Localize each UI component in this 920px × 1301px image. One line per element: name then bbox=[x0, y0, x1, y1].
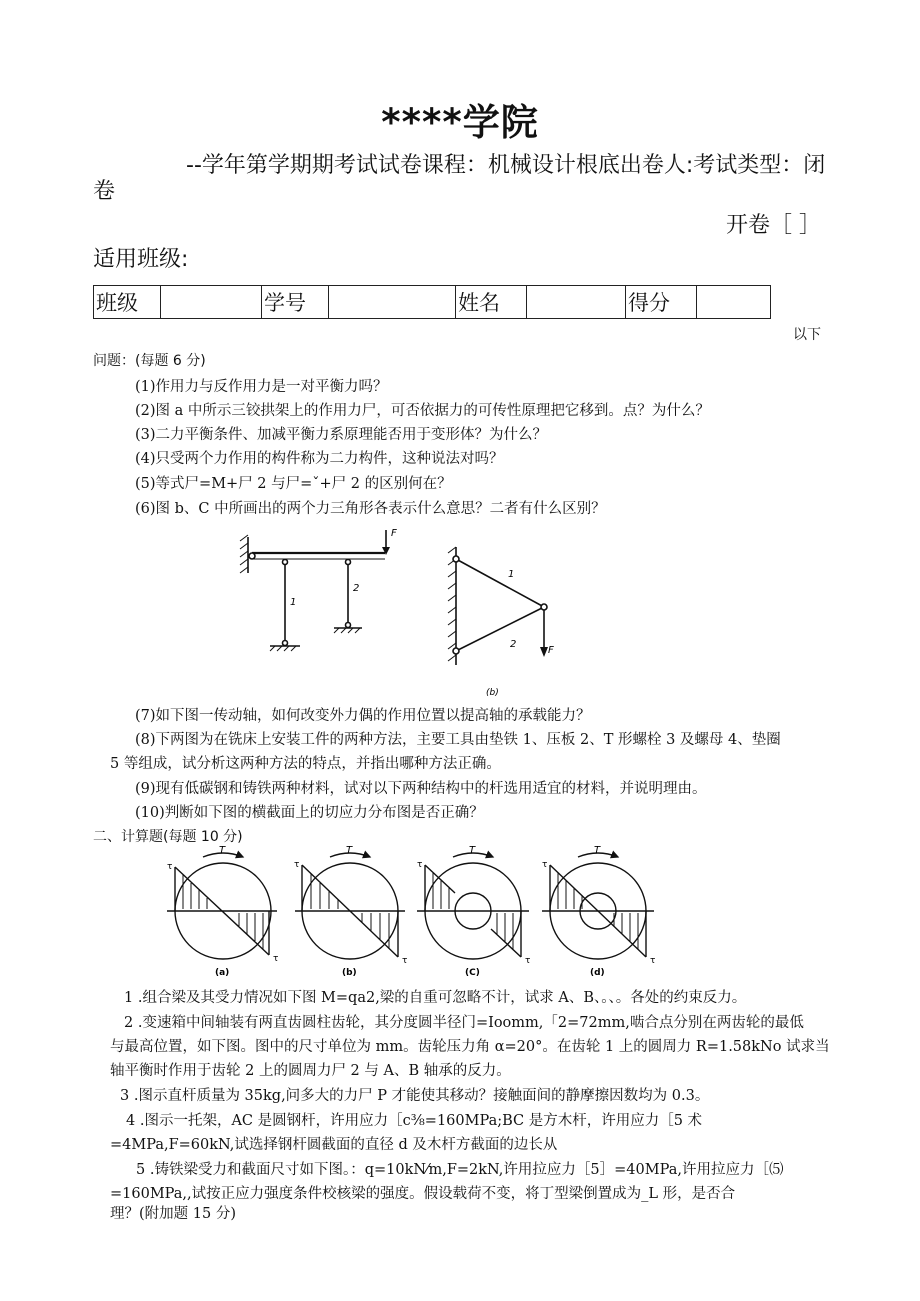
question-item: (7)如下图一传动轴，如何改变外力偶的作用位置以提高轴的承载能力？ bbox=[135, 708, 591, 724]
problem-line: 4 .图示一托架，AC 是圆钢杆，许用应力［c⅜=160MPa;BC 是方木杆，许用应力［5 术 bbox=[126, 1113, 703, 1129]
tau-label: τ bbox=[542, 860, 548, 870]
score-cell-value[interactable] bbox=[697, 286, 771, 319]
problem-line: 轴平衡时作用于齿轮 2 上的圆周力尸 2 与 A、B 轴承的反力。 bbox=[110, 1063, 511, 1079]
question-item: (8)下两图为在铣床上安装工件的两种方法，主要工具由垫铁 1、压板 2、T 形螺栓 3 及螺母 4、垫圈 bbox=[135, 732, 781, 748]
torque-label: T bbox=[469, 845, 476, 856]
tau-label: τ bbox=[294, 860, 300, 870]
exam-header-line: --学年第学期期考试试卷课程：机械设计根底出卷人:考试类型：闭 bbox=[186, 153, 826, 178]
tau-label: τ bbox=[650, 956, 656, 966]
question-item: 5 等组成，试分析这两种方法的特点，并指出哪种方法正确。 bbox=[110, 756, 501, 772]
exam-type-open: 开卷［ ］ bbox=[726, 213, 821, 238]
torque-label: T bbox=[219, 845, 226, 856]
question-item: (2)图 a 中所示三铰拱架上的作用力尸，可否依据力的可传性原理把它移到。点？为什么？ bbox=[135, 403, 710, 419]
problem-line: 5 .铸铁梁受力和截面尺寸如下图。：q=10kN⁄m,F=2kN,许用拉应力［5］=40MPa,许用拉应力［⑸ bbox=[136, 1162, 784, 1178]
problem-line: =160MPa,,试按正应力强度条件校核梁的强度。假设载荷不变，将丁型梁倒置成为_L 形，是否合 bbox=[110, 1186, 736, 1202]
id-cell-value[interactable] bbox=[329, 286, 456, 319]
problem-line: 理？(附加题 15 分) bbox=[110, 1206, 236, 1222]
tau-label: τ bbox=[525, 956, 531, 966]
student-info-table bbox=[93, 285, 771, 319]
problem-line: 3 .图示直杆质量为 35kg,问多大的力尸 P 才能使其移动？接触面间的静摩擦因数均为 0.3。 bbox=[120, 1088, 710, 1104]
figure-caption: (b) bbox=[486, 688, 499, 698]
member-label: 2 bbox=[353, 583, 360, 594]
question-item: (5)等式尸=M+尸 2 与尸=ˇ+尸 2 的区别何在？ bbox=[135, 476, 452, 492]
name-cell-value[interactable] bbox=[527, 286, 626, 319]
tau-label: τ bbox=[402, 956, 408, 966]
force-label: F bbox=[391, 528, 397, 539]
question-item: (1)作用力与反作用力是一对平衡力吗？ bbox=[135, 379, 388, 395]
note-right: 以下 bbox=[793, 327, 821, 343]
exam-header-line-2: 卷 bbox=[93, 179, 116, 204]
problem-line: 1 .组合梁及其受力情况如下图 M=qa2,梁的自重可忽略不计，试求 A、B、。、。各处的约束反力。 bbox=[124, 990, 747, 1006]
class-cell-label: 班级 bbox=[94, 286, 161, 319]
figure-caption: (C) bbox=[465, 968, 480, 978]
torque-label: T bbox=[594, 845, 601, 856]
tau-label: τ bbox=[273, 954, 279, 964]
score-cell-label: 得分 bbox=[626, 286, 697, 319]
member-label: 2 bbox=[510, 639, 517, 650]
page-title: ****学院 bbox=[381, 101, 539, 144]
figure-caption: (b) bbox=[342, 968, 357, 978]
truss-figure bbox=[230, 525, 560, 700]
class-cell-value[interactable] bbox=[161, 286, 262, 319]
id-cell-label: 学号 bbox=[262, 286, 329, 319]
section2-heading: 二、计算题(每题 10 分) bbox=[93, 829, 243, 845]
problem-line: 2 .变速箱中间轴装有两直齿圆柱齿轮，其分度圆半径门=Ioomm,「2=72mm,啮合点分别在两齿轮的最低 bbox=[124, 1015, 804, 1031]
question-item: (10)判断如下图的横截面上的切应力分布图是否正确？ bbox=[135, 805, 484, 821]
member-label: 1 bbox=[290, 597, 297, 608]
torque-label: T bbox=[346, 845, 353, 856]
member-label: 1 bbox=[508, 569, 515, 580]
force-label: F bbox=[548, 645, 554, 656]
figure-caption: (d) bbox=[590, 968, 605, 978]
section1-heading: 问题：(每题 6 分) bbox=[93, 353, 206, 369]
figure-caption: (a) bbox=[215, 968, 230, 978]
problem-line: =4MPa,F=60kN,试选择钢杆圆截面的直径 d 及木杆方截面的边长从 bbox=[110, 1137, 558, 1153]
problem-line: 与最高位置，如下图。图中的尺寸单位为 mm。齿轮压力角 α=20°。在齿轮 1 上的圆周力 R=1.58kNo 试求当 bbox=[110, 1039, 830, 1055]
question-item: (3)二力平衡条件、加减平衡力系原理能否用于变形体？为什么？ bbox=[135, 427, 548, 443]
question-item: (9)现有低碳钢和铸铁两种材料，试对以下两种结构中的杆选用适宜的材料，并说明理由。 bbox=[135, 781, 707, 797]
tau-label: τ bbox=[417, 860, 423, 870]
question-item: (6)图 b、C 中所画出的两个力三角形各表示什么意思？二者有什么区别？ bbox=[135, 501, 606, 517]
question-item: (4)只受两个力作用的构件称为二力构件，这种说法对吗？ bbox=[135, 451, 504, 467]
class-label: 适用班级: bbox=[93, 247, 189, 272]
name-cell-label: 姓名 bbox=[456, 286, 527, 319]
tau-label: τ bbox=[167, 862, 173, 872]
shear-stress-figure bbox=[165, 843, 665, 981]
